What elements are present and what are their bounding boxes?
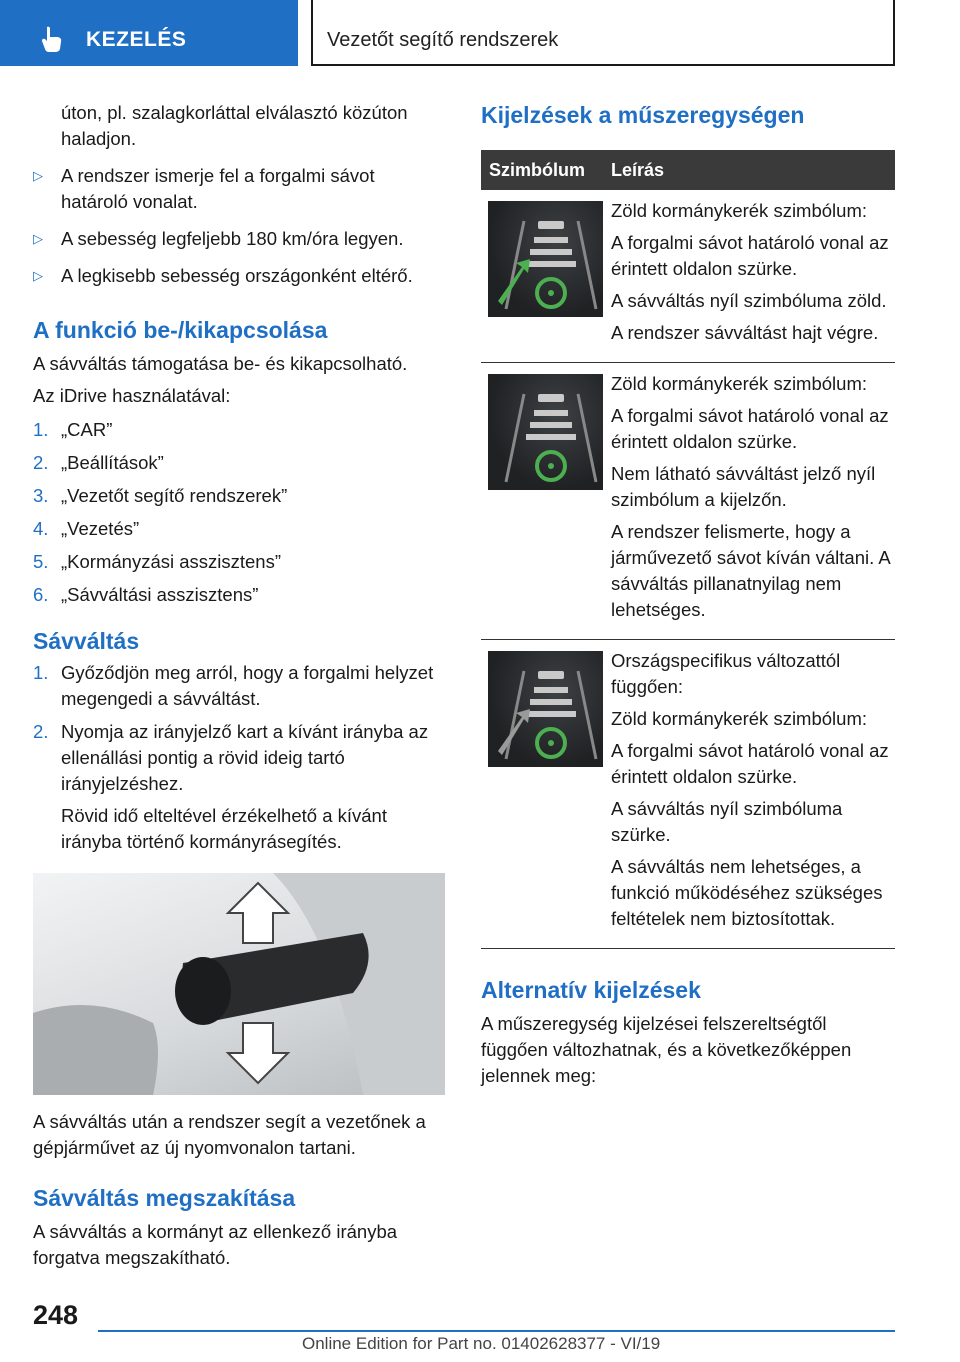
lane-change-steps: [33, 660, 445, 855]
section-title: Vezetőt segítő rendszerek: [327, 29, 559, 51]
triangle-right-icon: ▷: [33, 231, 43, 246]
requirements-list: [33, 163, 445, 289]
lane-change-arrow-green-icon: [488, 201, 603, 317]
step-extra: Rövid idő elteltével érzékelhető a kívánt irányba történő kormányrásegítés.: [61, 805, 387, 852]
list-item: ▷ A rendszer ismerje fel a forgalmi sávot határoló vonalat.: [33, 165, 375, 212]
intro-text: úton, pl. szalagkorláttal elválasztó közúton haladjon.: [61, 102, 408, 149]
table-row: Zöld kormánykerék szimbólum: A forgalmi sávot határoló vonal az érintett oldalon szürke. Nem látható sávváltást jelző nyíl szimbólum a kijelzőn. A rendszer felismerte, hogy a járművezető sávot kíván váltani. A sávváltás pillanatnyilag nem lehetséges.: [481, 363, 895, 640]
header-tab-label: KEZELÉS: [86, 28, 187, 51]
list-item: 1. Győződjön meg arról, hogy a forgalmi helyzet megengedi a sávváltást.: [33, 662, 434, 709]
footer-edition: Online Edition for Part no. 01402628377 - VI/19: [302, 1334, 661, 1353]
header-tab: [0, 0, 298, 66]
alternative-text: A műszeregység kijelzései felszereltségtől függően változhatnak, és a következőképpen jelennek meg:: [481, 1013, 852, 1086]
menu-steps: [33, 417, 445, 608]
triangle-right-icon: ▷: [33, 168, 43, 183]
heading-cluster-displays: Kijelzések a műszeregységen: [481, 102, 805, 128]
table-header-symbol: Szimbólum: [481, 150, 603, 190]
cancel-text: A sávváltás a kormányt az ellenkező irányba forgatva megszakítható.: [33, 1221, 398, 1268]
triangle-right-icon: ▷: [33, 268, 43, 283]
list-item: 2. Nyomja az irányjelző kart a kívánt irányba az ellenállási pontig a rövid ideig tartó irányjelzéshez. Rövid idő elteltével érzékelhető a kívánt irányba történő kormányrásegítés.: [33, 719, 445, 855]
list-item: 1. „CAR”: [33, 419, 113, 440]
footer-divider: [98, 1330, 895, 1332]
after-image-text: A sávváltás után a rendszer segít a vezetőnek a gépjárművet az új nyomvonalon tartani.: [33, 1111, 426, 1158]
left-column: [33, 100, 445, 1271]
table-row: Országspecifikus változattól függően: Zöld kormánykerék szimbólum: A forgalmi sávot határoló vonal az érintett oldalon szürke. A sávváltás nyíl szimbóluma szürke. A sávváltás nem lehetséges, a funkció működéséhez szükséges feltételek nem biztosítottak.: [481, 640, 895, 949]
steering-wheel-green-icon: [488, 374, 603, 490]
toggle-text: A sávváltás támogatása be- és kikapcsolható.: [33, 353, 408, 374]
list-item: ▷ A legkisebb sebesség országonként eltérő.: [33, 263, 445, 289]
heading-alternative-displays: Alternatív kijelzések: [481, 977, 701, 1003]
heading-lane-change: Sávváltás: [33, 628, 140, 654]
page-number: 248: [33, 1300, 79, 1330]
header-section: [311, 0, 895, 66]
list-item: 3. „Vezetőt segítő rendszerek”: [33, 485, 288, 506]
heading-cancel-lane-change: Sávváltás megszakítása: [33, 1185, 296, 1211]
pointing-hand-icon: [40, 26, 64, 52]
heading-function-toggle: A funkció be-/kikapcsolása: [33, 317, 328, 343]
lane-change-arrow-grey-icon: [488, 651, 603, 767]
list-item: 6. „Sávváltási asszisztens”: [33, 584, 259, 605]
symbol-table: [481, 150, 895, 949]
list-item: 4. „Vezetés”: [33, 518, 140, 539]
list-item: 2. „Beállítások”: [33, 452, 164, 473]
table-header-description: Leírás: [603, 150, 895, 190]
turn-signal-lever-image: [33, 873, 445, 1095]
table-row: Zöld kormánykerék szimbólum: A forgalmi sávot határoló vonal az érintett oldalon szürke. A sávváltás nyíl szimbóluma zöld. A rendszer sávváltást hajt végre.: [481, 190, 895, 363]
right-column: [481, 100, 895, 1089]
list-item: 5. „Kormányzási asszisztens”: [33, 551, 282, 572]
idrive-text: Az iDrive használatával:: [33, 385, 231, 406]
list-item: ▷ A sebesség legfeljebb 180 km/óra legyen.: [33, 226, 445, 252]
